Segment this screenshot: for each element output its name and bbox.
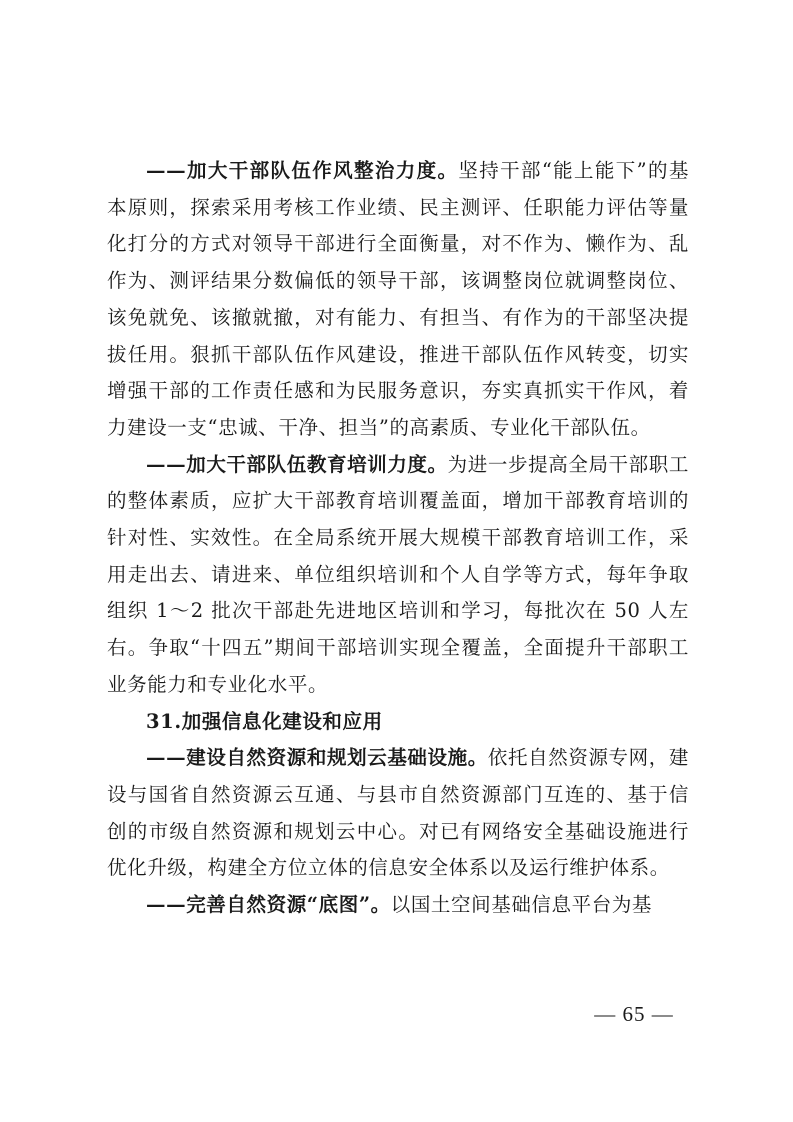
paragraph-text: 以国土空间基础信息平台为基	[390, 893, 653, 917]
page-number: — 65 —	[594, 1002, 674, 1026]
paragraph-text: 依托自然资源专网，建设与国省自然资源云互通、与县市自然资源部门互连的、基于信创的市级自然资源和规划云中心。对已有网络安全基础设施进行优化升级，构建全方位立体的信息安全体系以及运行维护体系。	[107, 746, 689, 880]
paragraph-cadre-style-rectification	[107, 153, 689, 447]
paragraph-base-map	[107, 887, 689, 924]
paragraph-text: 为进一步提高全局干部职工的整体素质，应扩大干部教育培训覆盖面，增加干部教育培训的针对性、实效性。在全局系统开展大规模干部教育培训工作，采用走出去、请进来、单位组织培训和个人自学等方式，每年争取组织 1～2 批次干部赴先进地区培训和学习，每批次在 50 人左右。争取“十四五”期间干部培训实现全覆盖，全面提升干部职工业务能力和专业化水平。	[107, 452, 689, 696]
document-body	[107, 153, 689, 924]
paragraph-lead: ——加大干部队伍教育培训力度。	[146, 452, 448, 476]
paragraph-cloud-infrastructure	[107, 740, 689, 887]
section-heading: 31.加强信息化建设和应用	[146, 709, 383, 733]
paragraph-lead: ——建设自然资源和规划云基础设施。	[146, 746, 488, 770]
paragraph-text: 坚持干部“能上能下”的基本原则，探索采用考核工作业绩、民主测评、任职能力评估等量化打分的方式对领导干部进行全面衡量，对不作为、懒作为、乱作为、测评结果分数偏低的领导干部，该调整岗位就调整岗位、该免就免、该撤就撤，对有能力、有担当、有作为的干部坚决提拔任用。狠抓干部队伍作风建设，推进干部队伍作风转变，切实增强干部的工作责任感和为民服务意识，夯实真抓实干作风，着力建设一支“忠诚、干净、担当”的高素质、专业化干部队伍。	[107, 159, 689, 439]
paragraph-lead: ——完善自然资源“底图”。	[146, 893, 391, 917]
paragraph-lead: ——加大干部队伍作风整治力度。	[146, 159, 459, 182]
paragraph-cadre-training	[107, 447, 689, 704]
